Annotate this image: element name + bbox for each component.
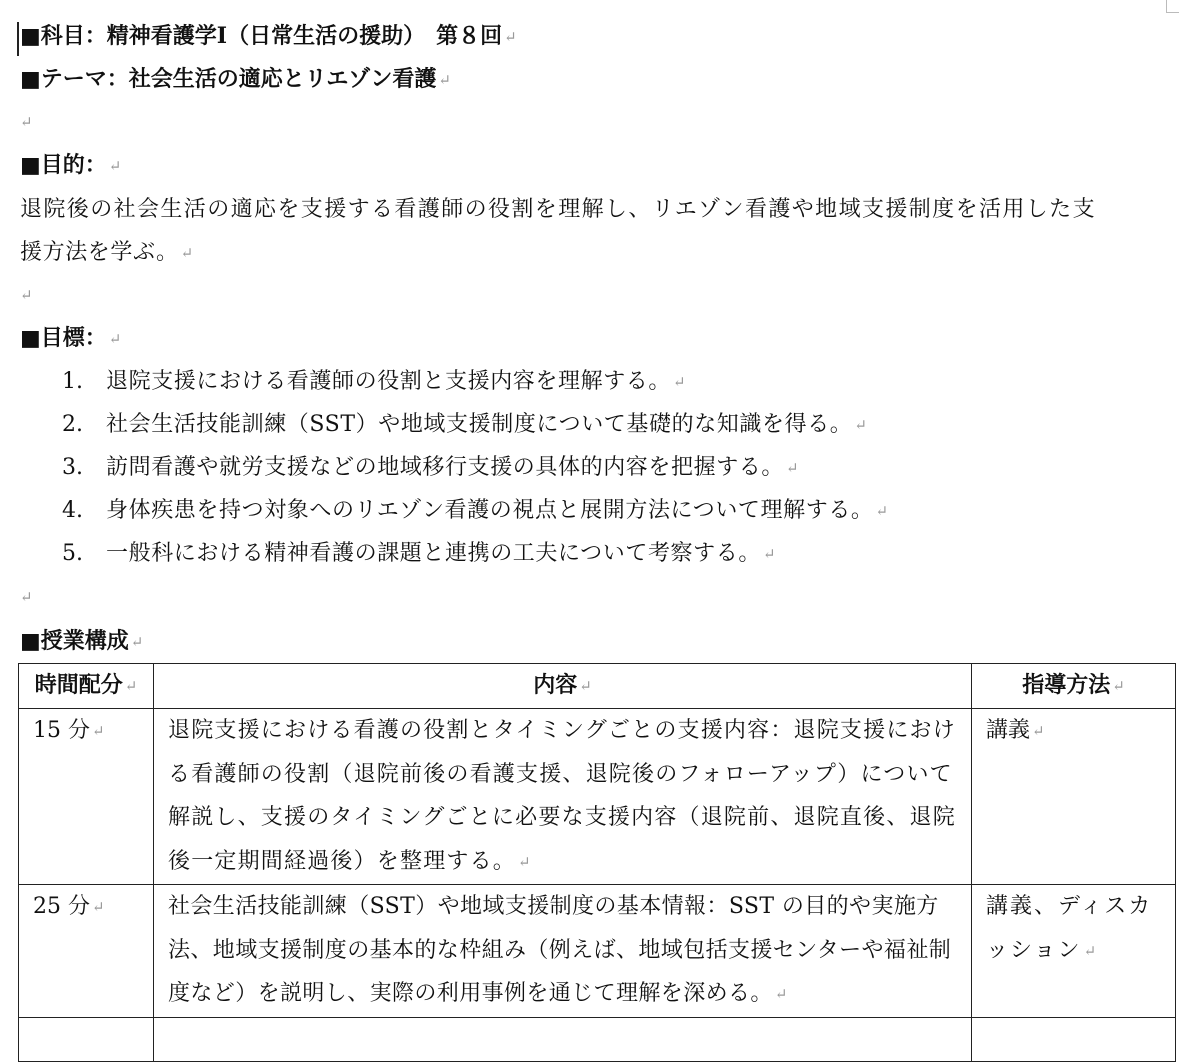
- time-cell[interactable]: 25 分 ↵: [19, 885, 154, 1018]
- paragraph-mark: ↵: [20, 286, 33, 304]
- method-cell[interactable]: [972, 1017, 1176, 1061]
- goal-item[interactable]: [0, 360, 1100, 403]
- paragraph-mark: ↵: [130, 633, 144, 651]
- paragraph-mark: ↵: [1083, 941, 1099, 960]
- subject-line[interactable]: [20, 21, 517, 52]
- paragraph-mark: ↵: [180, 244, 194, 262]
- column-header-method[interactable]: 指導方法 ↵: [972, 664, 1176, 709]
- page-corner-mark: [1166, 0, 1179, 13]
- paragraph-mark: ↵: [108, 157, 122, 175]
- paragraph-mark: ↵: [774, 985, 788, 1003]
- column-header-content[interactable]: 内容 ↵: [154, 664, 972, 709]
- goal-text: 身体疾患を持つ対象へのリエゾン看護の視点と展開方法について理解する。: [106, 498, 874, 523]
- theme-text: ■テーマ：社会生活の適応とリエゾン看護: [20, 66, 437, 92]
- purpose-paragraph[interactable]: [20, 188, 1180, 275]
- purpose-heading-text: ■目的：: [20, 152, 107, 178]
- purpose-heading[interactable]: [20, 150, 121, 181]
- table-header-row: [19, 664, 1176, 709]
- goals-heading[interactable]: [20, 323, 121, 354]
- goal-item[interactable]: [0, 446, 1100, 489]
- paragraph-mark: ↵: [518, 852, 532, 871]
- content-cell[interactable]: 社会生活技能訓練（SST）や地域支援制度の基本情報：SST の目的や実施方法、地域支援制度の基本的な枠組み（例えば、地域包括支援センターや福祉制度など）を説明し、実際の利用事例を通じて理解を深める。 ↵: [154, 885, 972, 1018]
- time-cell[interactable]: 15 分 ↵: [19, 709, 154, 885]
- goal-number: 4.: [62, 498, 83, 523]
- time-cell[interactable]: [19, 1017, 154, 1061]
- method-cell[interactable]: 講義 ↵: [972, 709, 1176, 885]
- paragraph-mark: ↵: [92, 722, 105, 740]
- method-cell[interactable]: 講義、ディスカッション ↵: [972, 885, 1176, 1018]
- goal-text: 一般科における精神看護の課題と連携の工夫について考察する。: [106, 541, 761, 566]
- goal-number: 2.: [62, 412, 83, 437]
- goals-heading-text: ■目標：: [20, 325, 107, 351]
- goal-item[interactable]: [0, 489, 1100, 532]
- paragraph-mark: ↵: [673, 373, 687, 391]
- goal-item[interactable]: [0, 403, 1100, 446]
- goal-number: 5.: [62, 541, 83, 566]
- purpose-text-line-2: 援方法を学ぶ。: [20, 240, 179, 265]
- purpose-text-line-1: 退院後の社会生活の適応を支援する看護師の役割を理解し、リエゾン看護や地域支援制度を活用した支: [20, 197, 1096, 222]
- paragraph-mark: ↵: [108, 330, 122, 348]
- goal-text: 訪問看護や就労支援などの地域移行支援の具体的内容を把握する。: [106, 455, 785, 480]
- paragraph-mark: ↵: [20, 588, 33, 606]
- paragraph-mark: ↵: [579, 677, 592, 695]
- goal-text: 退院支援における看護師の役割と支援内容を理解する。: [106, 369, 672, 394]
- goal-item[interactable]: [0, 532, 1100, 575]
- paragraph-mark: ↵: [438, 71, 451, 89]
- paragraph-mark: ↵: [1112, 677, 1125, 695]
- content-cell[interactable]: 退院支援における看護の役割とタイミングごとの支援内容：退院支援における看護師の役割（退院前後の看護支援、退院後のフォローアップ）について解説し、支援のタイミングごとに必要な支援内容（退院前、退院直後、退院後一定期間経過後）を整理する。 ↵: [154, 709, 972, 885]
- paragraph-mark: ↵: [20, 113, 33, 131]
- table-row: [19, 1017, 1176, 1061]
- paragraph-mark: ↵: [1032, 722, 1045, 740]
- content-cell[interactable]: [154, 1017, 972, 1061]
- goal-text: 社会生活技能訓練（SST）や地域支援制度について基礎的な知識を得る。: [106, 412, 853, 437]
- lesson-plan-table: [18, 663, 1176, 1062]
- column-header-time[interactable]: 時間配分 ↵: [19, 664, 154, 709]
- paragraph-mark: ↵: [124, 677, 138, 695]
- table-row: [19, 885, 1176, 1018]
- table-row: [19, 709, 1176, 885]
- text-cursor: [17, 22, 19, 56]
- empty-line[interactable]: [20, 582, 33, 612]
- structure-heading-text: ■授業構成: [20, 628, 129, 654]
- empty-line[interactable]: [20, 280, 33, 310]
- paragraph-mark: ↵: [786, 459, 800, 477]
- structure-heading[interactable]: [20, 626, 143, 657]
- theme-line[interactable]: [20, 64, 451, 95]
- paragraph-mark: ↵: [92, 898, 105, 916]
- goal-number: 1.: [62, 369, 83, 394]
- subject-text: ■科目：精神看護学Ⅰ（日常生活の援助） 第８回: [20, 23, 503, 49]
- paragraph-mark: ↵: [762, 545, 777, 563]
- paragraph-mark: ↵: [504, 28, 517, 46]
- paragraph-mark: ↵: [875, 502, 889, 520]
- empty-line[interactable]: [20, 107, 33, 137]
- paragraph-mark: ↵: [854, 416, 868, 434]
- goal-number: 3.: [62, 455, 83, 480]
